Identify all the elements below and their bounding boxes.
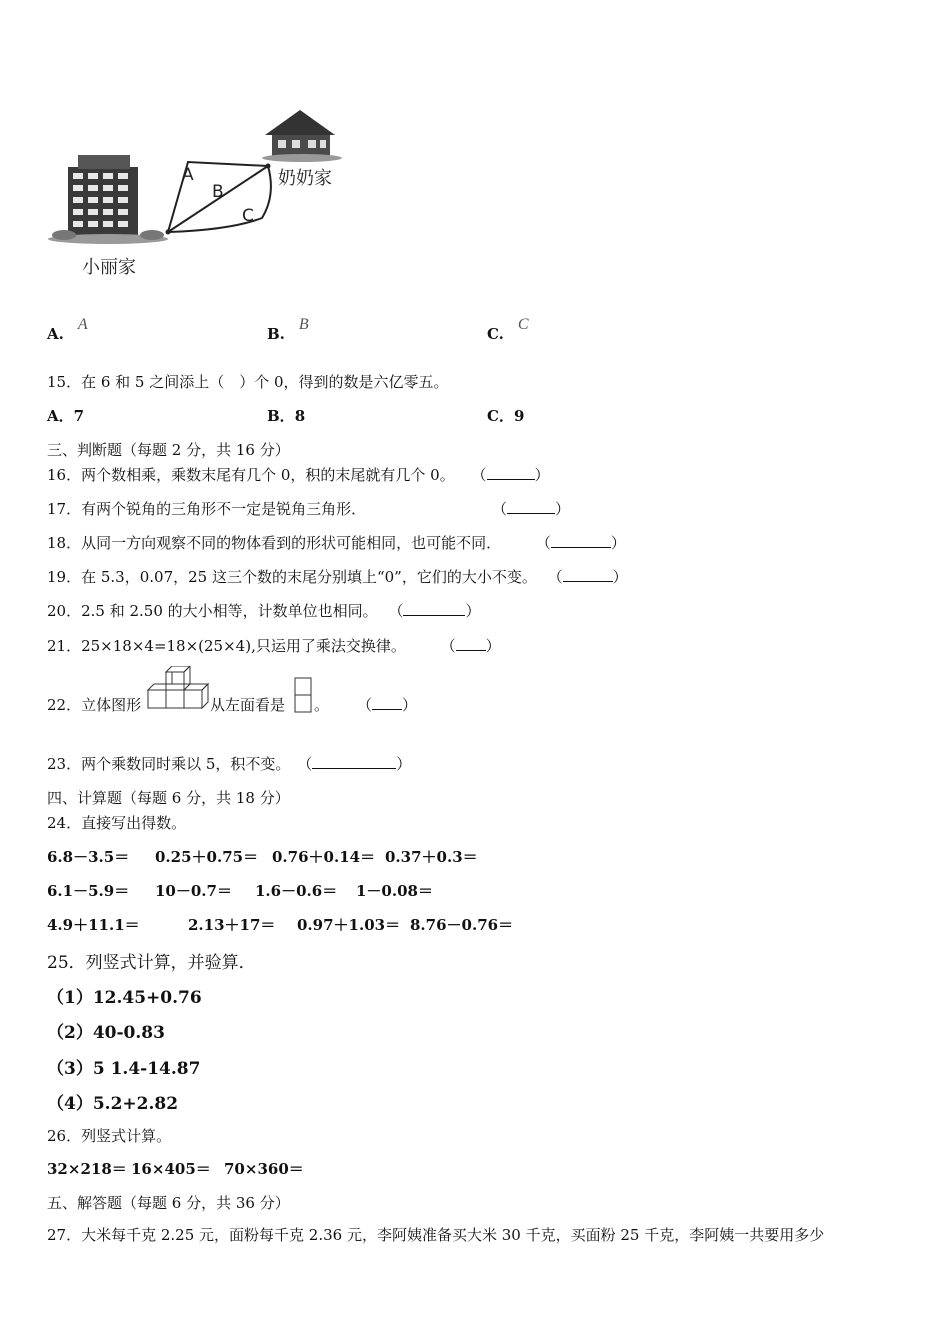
answer-blank[interactable] (456, 638, 486, 651)
route-label-b: B (212, 182, 224, 202)
q26-item: 70×360＝ (224, 1160, 304, 1178)
section-4-title: 四、计算题（每题 6 分，共 18 分） (47, 789, 290, 807)
q26-item: 32×218＝ (47, 1160, 127, 1178)
q17 (47, 498, 366, 519)
answer-blank[interactable] (312, 756, 396, 769)
question-text: 23．两个乘数同时乘以 5，积不变。 (47, 755, 291, 773)
q14-option-a (47, 316, 88, 344)
apartment-building-icon (48, 155, 168, 244)
option-letter: B. (267, 325, 285, 343)
question-text: 17．有两个锐角的三角形不一定是锐角三角形． (47, 500, 367, 518)
route-figure (40, 105, 370, 290)
left-view-figure (294, 677, 312, 713)
calc-item: 1.6－0.6＝ (255, 882, 338, 900)
q25-item-1: （1）12.45+0.76 (47, 988, 202, 1008)
option-content: 7 (73, 407, 85, 425)
option-letter: A． (47, 407, 74, 425)
answer-blank[interactable] (551, 535, 611, 548)
q17-answer (492, 498, 570, 519)
paren-close: ） (465, 602, 481, 620)
q22-prefix: 22．立体图形 (47, 696, 142, 714)
calc-item: 2.13＋17＝ (188, 916, 276, 934)
paren-open: （ (535, 534, 551, 552)
paren-open: （ (492, 500, 508, 518)
option-letter: C. (487, 325, 504, 343)
q15-option-c (487, 405, 524, 426)
q26-item: 16×405＝ (131, 1160, 211, 1178)
answer-blank[interactable] (507, 501, 555, 514)
q22-answer (357, 694, 417, 715)
option-letter: C． (487, 407, 514, 425)
q19 (47, 566, 628, 587)
calc-item: 10－0.7＝ (155, 882, 232, 900)
paren-open: （ (547, 568, 563, 586)
answer-blank[interactable] (403, 603, 465, 616)
q23 (47, 753, 411, 774)
question-text: 19．在 5.3，0.07，25 这三个数的末尾分别填上“0”，它们的大小不变。 (47, 568, 537, 586)
q24-title: 24．直接写出得数。 (47, 814, 187, 832)
answer-blank[interactable] (372, 697, 402, 710)
answer-blank[interactable] (487, 467, 535, 480)
calc-item: 4.9＋11.1＝ (47, 916, 140, 934)
option-letter: A. (47, 325, 64, 343)
paren-close: ） (534, 466, 550, 484)
q25-item-2: （2）40-0.83 (47, 1023, 165, 1043)
q16 (47, 464, 550, 485)
paren-open: （ (388, 602, 404, 620)
option-content: A (77, 316, 88, 333)
q14-option-c (487, 316, 529, 344)
option-content: C (517, 316, 529, 333)
q15-option-b (267, 405, 305, 426)
q22-suffix: 。 (314, 696, 330, 714)
q21 (47, 635, 501, 656)
calc-item: 0.97＋1.03＝ (297, 916, 401, 934)
calc-item: 6.8－3.5＝ (47, 848, 130, 866)
paren-close: ） (485, 637, 501, 655)
grandma-home-label: 奶奶家 (278, 168, 332, 189)
q14-option-b (267, 316, 309, 344)
calc-item: 1－0.08＝ (356, 882, 433, 900)
answer-blank[interactable] (563, 569, 613, 582)
section-3-title: 三、判断题（每题 2 分，共 16 分） (47, 441, 290, 459)
paren-open: （ (471, 466, 487, 484)
option-content: 9 (513, 407, 525, 425)
calc-item: 0.37＋0.3＝ (385, 848, 478, 866)
q25-item-3: （3）5 1.4-14.87 (47, 1059, 201, 1079)
paren-close: ） (555, 500, 571, 518)
q25-item-4: （4）5.2+2.82 (47, 1094, 179, 1114)
option-letter: B． (267, 407, 295, 425)
q15-text: 15．在 6 和 5 之间添上（ ）个 0，得到的数是六亿零五。 (47, 373, 449, 391)
paren-open: （ (357, 696, 373, 714)
cube-solid-figure (146, 666, 210, 710)
q15-option-a (47, 405, 84, 426)
paren-close: ） (396, 755, 412, 773)
q22-middle: 从左面看是 (210, 696, 286, 714)
paren-close: ） (402, 696, 418, 714)
calc-item: 0.76＋0.14＝ (272, 848, 376, 866)
calc-item: 0.25＋0.75＝ (155, 848, 259, 866)
calc-item: 8.76－0.76＝ (410, 916, 514, 934)
question-text: 16．两个数相乘，乘数末尾有几个 0，积的末尾就有几个 0。 (47, 466, 455, 484)
q18 (47, 532, 626, 553)
calc-item: 6.1－5.9＝ (47, 882, 130, 900)
option-content: B (298, 316, 309, 333)
paren-open: （ (440, 637, 456, 655)
route-label-a: A (182, 165, 194, 185)
q25-title: 25．列竖式计算，并验算． (47, 953, 256, 973)
paren-open: （ (297, 755, 313, 773)
xiaoli-home-label: 小丽家 (82, 257, 136, 278)
house-icon (262, 110, 342, 162)
route-label-c: C (242, 206, 254, 226)
section-5-title: 五、解答题（每题 6 分，共 36 分） (47, 1194, 290, 1212)
paren-close: ） (612, 568, 628, 586)
question-text: 18．从同一方向观察不同的物体看到的形状可能相同，也可能不同． (47, 534, 502, 552)
q27-text: 27．大米每千克 2.25 元，面粉每千克 2.36 元，李阿姨准备买大米 30 千克，买面粉 25 千克，李阿姨一共要用多少 (47, 1226, 825, 1244)
paren-close: ） (610, 534, 626, 552)
q20 (47, 600, 480, 621)
option-content: 8 (294, 407, 306, 425)
question-text: 20．2.5 和 2.50 的大小相等，计数单位也相同。 (47, 602, 378, 620)
q26-title: 26．列竖式计算。 (47, 1127, 172, 1145)
question-text: 21．25×18×4=18×(25×4),只运用了乘法交换律。 (47, 637, 406, 655)
